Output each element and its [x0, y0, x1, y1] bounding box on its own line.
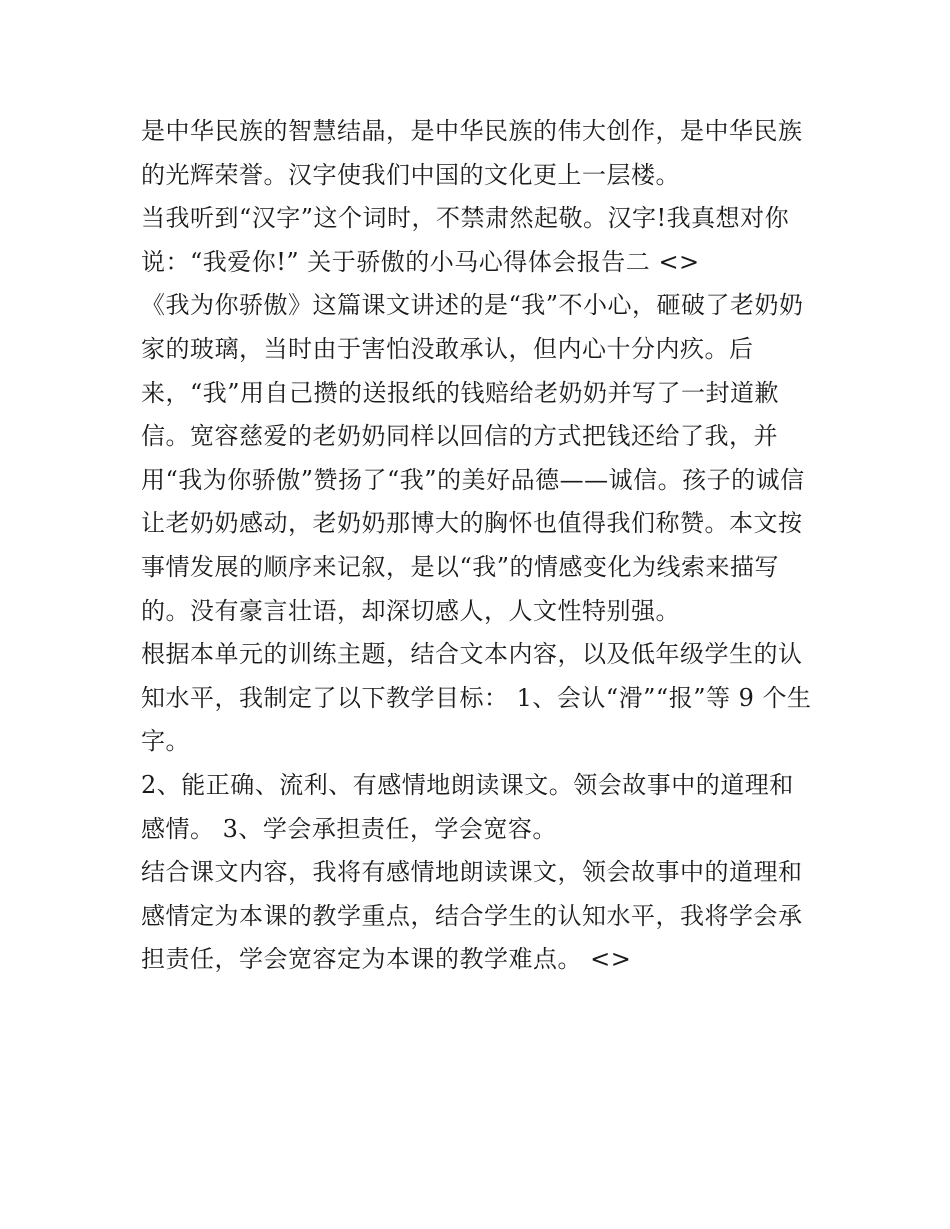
text-line: 2、能正确、流利、有感情地朗读课文。领会故事中的道理和 — [141, 770, 794, 799]
text-line: 来，“我”用自己攒的送报纸的钱赔给老奶奶并写了一封道歉 — [141, 378, 780, 407]
text-line: 根据本单元的训练主题，结合文本内容，以及低年级学生的认 — [141, 640, 803, 669]
text-line: 感情定为本课的教学重点，结合学生的认知水平，我将学会承 — [141, 901, 803, 930]
text-line: 是中华民族的智慧结晶，是中华民族的伟大创作，是中华民族 — [141, 117, 803, 145]
text-line: 知水平，我制定了以下教学目标： 1、会认“滑”“报”等 9 个生 — [141, 683, 812, 712]
text-line: 字。 — [141, 727, 190, 756]
text-line: 《我为你骄傲》这篇课文讲述的是“我”不小心，砸破了老奶奶 — [141, 291, 804, 320]
text-line: 担责任，学会宽容定为本课的教学难点。 <> — [141, 945, 632, 974]
text-line: 的。没有豪言壮语，却深切感人，人文性特别强。 — [141, 596, 680, 625]
text-line: 说：“我爱你!” 关于骄傲的小马心得体会报告二 <> — [141, 247, 700, 276]
text-line: 用“我为你骄傲”赞扬了“我”的美好品德——诚信。孩子的诚信 — [141, 465, 805, 494]
text-line: 感情。 3、学会承担责任，学会宽容。 — [141, 814, 557, 843]
body-text — [141, 110, 821, 982]
text-line: 的光辉荣誉。汉字使我们中国的文化更上一层楼。 — [141, 160, 680, 189]
text-line: 事情发展的顺序来记叙，是以“我”的情感变化为线索来描写 — [141, 552, 780, 581]
text-line: 信。宽容慈爱的老奶奶同样以回信的方式把钱还给了我，并 — [141, 422, 778, 451]
text-line: 当我听到“汉字”这个词时，不禁肃然起敬。汉字!我真想对你 — [141, 204, 790, 233]
text-line: 家的玻璃，当时由于害怕没敢承认，但内心十分内疚。后 — [141, 334, 754, 363]
text-line: 让老奶奶感动，老奶奶那博大的胸怀也值得我们称赞。本文按 — [141, 509, 803, 538]
text-line: 结合课文内容，我将有感情地朗读课文，领会故事中的道理和 — [141, 858, 803, 887]
